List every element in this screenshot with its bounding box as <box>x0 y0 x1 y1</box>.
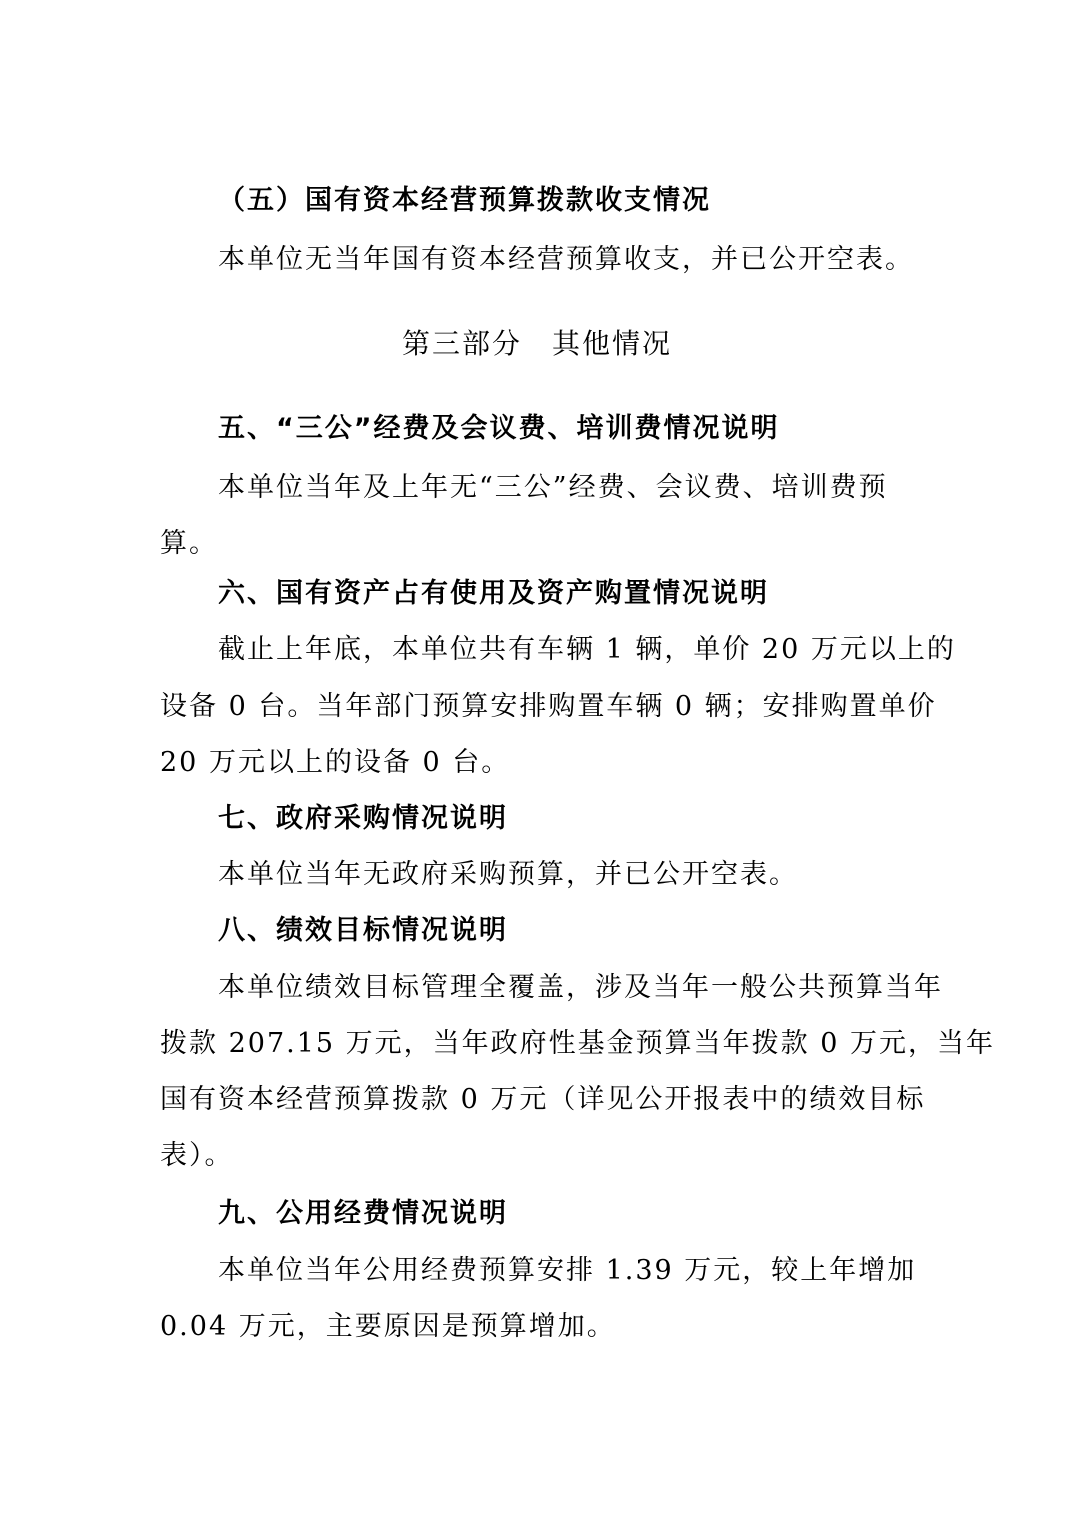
p9-line2: 0.04 万元，主要原因是预算增加。 <box>160 1311 616 1342</box>
h9-heading: 九、公用经费情况说明 <box>218 1198 508 1229</box>
h5-heading: 五、“三公”经费及会议费、培训费情况说明 <box>218 413 780 444</box>
section5-heading: （五）国有资本经营预算拨款收支情况 <box>218 185 711 216</box>
p8-line4: 表）。 <box>160 1140 234 1171</box>
h8-heading: 八、绩效目标情况说明 <box>218 915 508 946</box>
p7-text: 本单位当年无政府采购预算，并已公开空表。 <box>218 859 798 890</box>
section5-text: 本单位无当年国有资本经营预算收支，并已公开空表。 <box>218 244 914 275</box>
p5-line2: 算。 <box>160 528 218 559</box>
p8-line1: 本单位绩效目标管理全覆盖，涉及当年一般公共预算当年 <box>218 972 943 1003</box>
p6-line1: 截止上年底，本单位共有车辆 1 辆，单价 20 万元以上的 <box>218 634 956 665</box>
p6-line3: 20 万元以上的设备 0 台。 <box>160 747 511 778</box>
h7-heading: 七、政府采购情况说明 <box>218 803 508 834</box>
p8-line2: 拨款 207.15 万元，当年政府性基金预算当年拨款 0 万元，当年 <box>160 1028 995 1059</box>
h6-heading: 六、国有资产占有使用及资产购置情况说明 <box>218 578 769 609</box>
part3-title: 第三部分 其他情况 <box>401 327 672 360</box>
p5-line1: 本单位当年及上年无“三公”经费、会议费、培训费预 <box>218 472 888 503</box>
p6-line2: 设备 0 台。当年部门预算安排购置车辆 0 辆；安排购置单价 <box>160 691 937 722</box>
p9-line1: 本单位当年公用经费预算安排 1.39 万元，较上年增加 <box>218 1255 917 1286</box>
p8-line3: 国有资本经营预算拨款 0 万元（详见公开报表中的绩效目标 <box>160 1084 926 1115</box>
